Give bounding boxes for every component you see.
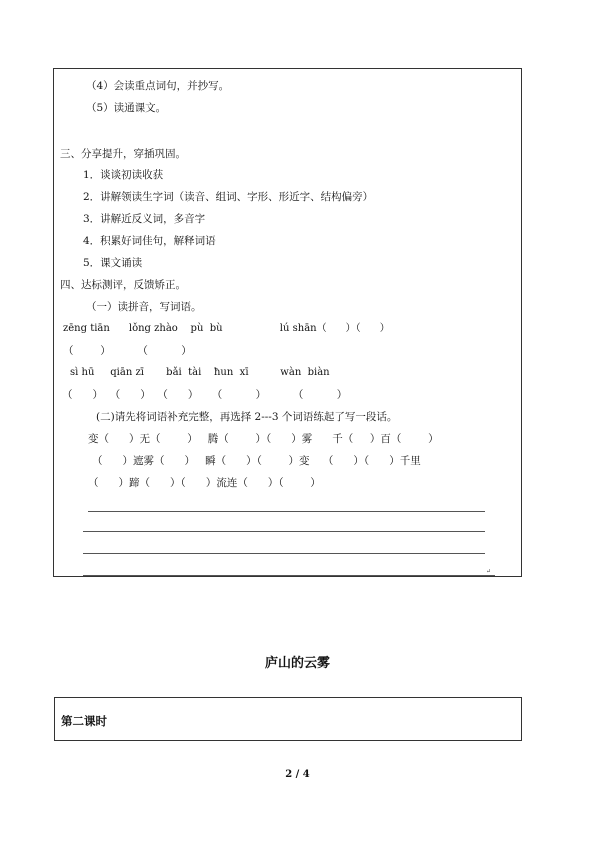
fill-row-1: 变（ ）无（ ） 腾（ ）（ ）雾 千（ ）百（ ） [88, 433, 439, 445]
pinyin-row-2: sì hū qiān zī bǎi tài ħun xī wàn biàn [70, 367, 330, 378]
writing-line-3 [83, 553, 485, 554]
item-2-text: 2．讲解领读生字词（读音、组词、字形、形近字、结构偏旁） [83, 191, 374, 203]
writing-line-1 [88, 511, 485, 512]
paragraph-mark: ↵ [486, 568, 492, 575]
item-5-text: 5．课文诵读 [83, 257, 143, 269]
section-three-heading: 三、分享提升，穿插巩固。 [60, 148, 186, 160]
fill-row-2: （ ）遮雾（ ） 瞬（ ）（ ）变 （ ）（ ）千里 [92, 455, 421, 467]
item-3-text: 3．讲解近反义词，多音字 [83, 213, 206, 225]
pinyin-row-1: zēng tiān lǒng zhào pù bù lú shān（ ）（ ） [63, 323, 390, 334]
answer-row-2: （ ） （ ） （ ） （ ） （ ） [62, 389, 348, 401]
step-4-text: （4）会读重点词句，并抄写。 [86, 80, 230, 92]
exercise-two-heading: (二)请先将词语补充完整，再选择 2---3 个词语练起了写一段话。 [96, 411, 398, 423]
writing-line-2 [83, 531, 485, 532]
answer-row-1: （ ） （ ） [63, 345, 192, 357]
lesson-label: 第二课时 [61, 714, 107, 728]
item-4-text: 4．积累好词佳句，解释词语 [83, 235, 216, 247]
section-title: 庐山的云雾 [264, 656, 330, 671]
page-number: 2 / 4 [285, 769, 310, 780]
item-1-text: 1．谈谈初读收获 [83, 169, 164, 181]
writing-line-4 [83, 575, 495, 576]
fill-row-3: （ ）蹄（ ）（ ）流连（ ）（ ） [88, 477, 321, 489]
exercise-one-heading: （一）读拼音，写词语。 [86, 301, 202, 313]
section-four-heading: 四、达标测评，反馈矫正。 [60, 279, 186, 291]
step-5-text: （5）读通课文。 [86, 102, 167, 114]
lesson-label-box [54, 697, 522, 741]
